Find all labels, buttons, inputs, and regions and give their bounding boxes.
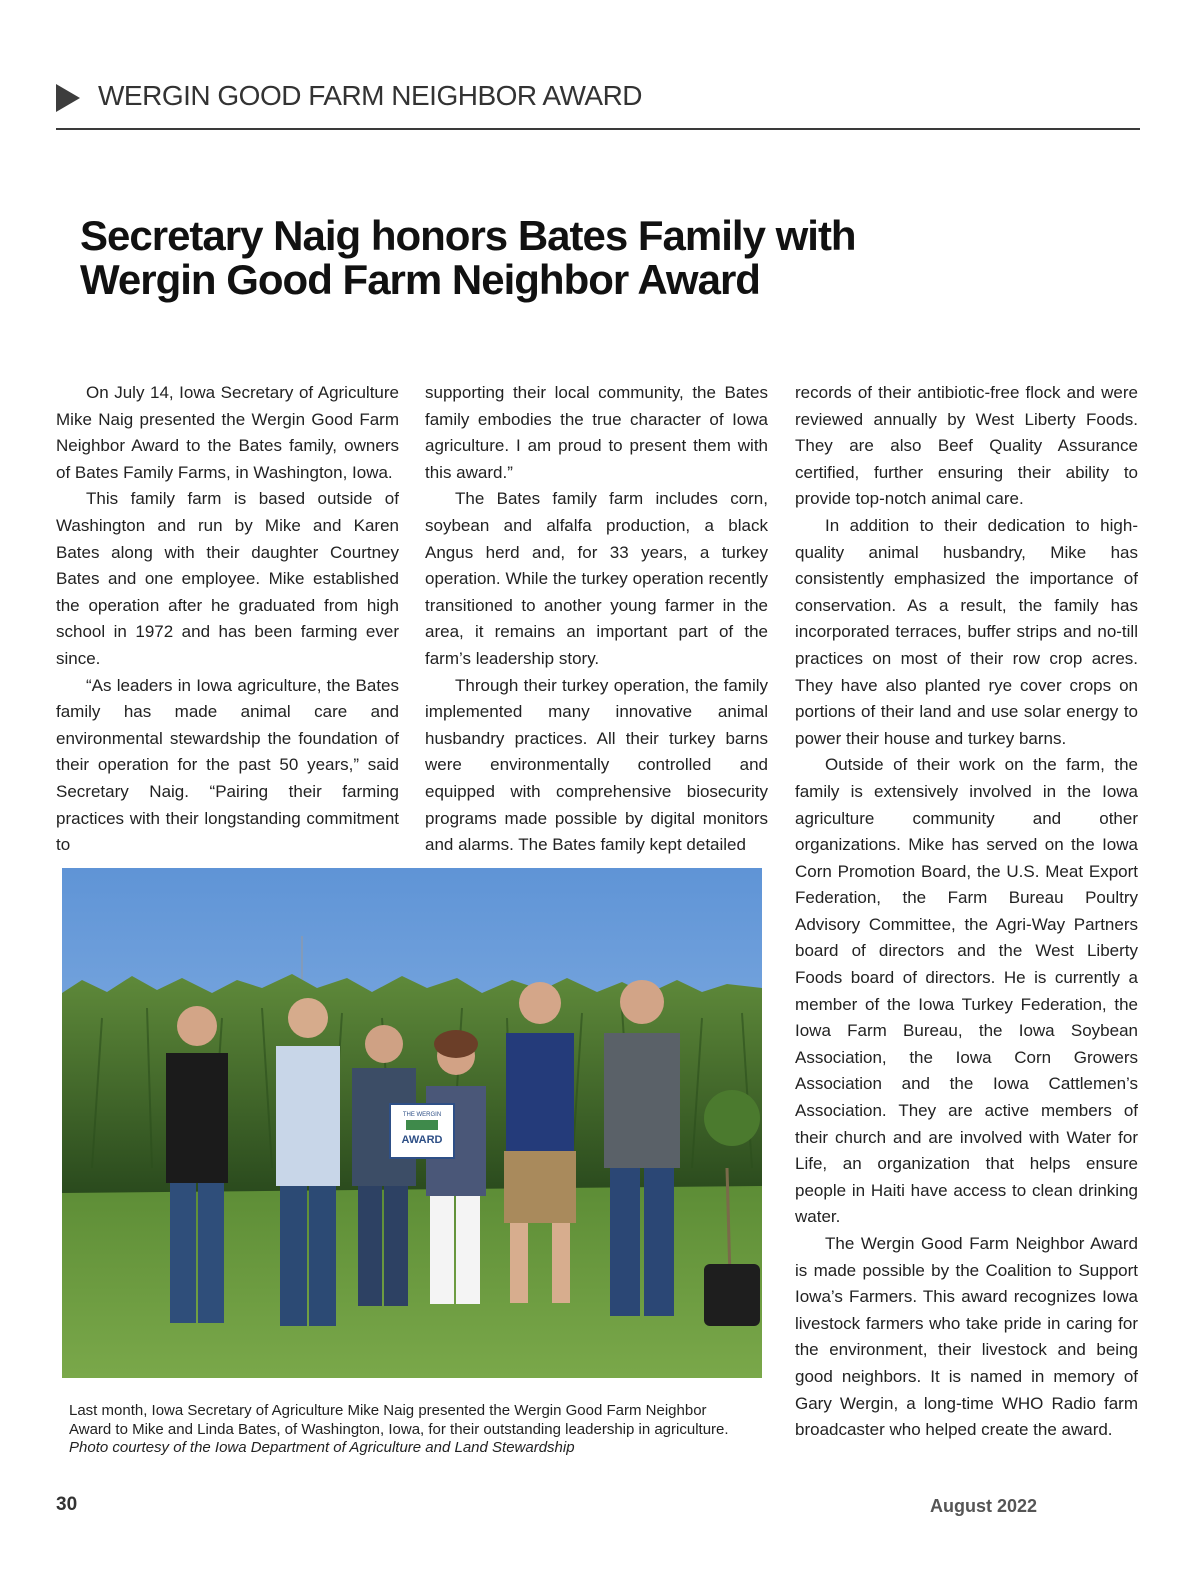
article-column-3 xyxy=(795,380,1138,1444)
headline-line-1: Secretary Naig honors Bates Family with xyxy=(80,212,856,259)
article-headline xyxy=(80,214,920,302)
photo-caption xyxy=(69,1402,771,1458)
paragraph: “As leaders in Iowa agriculture, the Bates family has made animal care and environmental stewardship the foundation of their operation for the past 50 years,” said Secretary Naig. “Pairing their farming practices with their longstanding commitment to xyxy=(56,675,399,855)
paragraph: The Bates family farm includes corn, soybean and alfalfa production, a black Angus herd and, for 33 years, a turkey operation. While the turkey operation recently transitioned to another young farmer in the area, it remains an important part of the farm’s leadership story. xyxy=(425,489,768,668)
headline-line-2: Wergin Good Farm Neighbor Award xyxy=(80,256,760,303)
paragraph: In addition to their dedication to high-quality animal husbandry, Mike has consistently emphasized the importance of conservation. As a result, the family has incorporated terraces, buffer strips and no-till practices on most of their row crop acres. They have also planted rye cover crops on portions of their land and use solar energy to power their house and turkey barns. xyxy=(795,515,1138,748)
paragraph: Through their turkey operation, the family implemented many innovative animal husbandry practices. All their turkey barns were environmentally controlled and equipped with comprehensive biosecurity programs made possible by digital monitors and alarms. The Bates family kept detailed xyxy=(425,675,768,855)
paragraph: The Wergin Good Farm Neighbor Award is made possible by the Coalition to Support Iowa’s Farmers. This award recognizes Iowa livestock farmers who take pride in caring for the environment, their livestock and being good neighbors. It is named in memory of Gary Wergin, a long-time WHO Radio farm broadcaster who helped create the award. xyxy=(795,1234,1138,1440)
section-header xyxy=(56,78,1140,130)
paragraph: records of their antibiotic-free flock and were reviewed annually by West Liberty Foods. They are also Beef Quality Assurance certified, further ensuring their ability to provide top-notch animal care. xyxy=(795,383,1138,509)
issue-date: August 2022 xyxy=(929,1496,1037,1516)
paragraph: On July 14, Iowa Secretary of Agriculture Mike Naig presented the Wergin Good Farm Neighbor Award to the Bates family, owners of Bates Family Farms, in Washington, Iowa. xyxy=(56,383,399,482)
photo-credit: Photo courtesy of the Iowa Department of Agriculture and Land Stewardship xyxy=(69,1439,575,1456)
award-photo xyxy=(62,868,762,1378)
article-column-1 xyxy=(56,380,399,859)
caption-line-1: Last month, Iowa Secretary of Agriculture Mike Naig presented the Wergin Good Farm Neighbor xyxy=(69,1402,707,1419)
paragraph: This family farm is based outside of Washington and run by Mike and Karen Bates along with their daughter Courtney Bates and one employee. Mike established the operation after he graduated from high school in 1972 and has been farming ever since. xyxy=(56,489,399,668)
section-title: WERGIN GOOD FARM NEIGHBOR AWARD xyxy=(98,80,643,111)
page-number: 30 xyxy=(56,1494,78,1515)
article-column-2 xyxy=(425,380,768,859)
paragraph: Outside of their work on the farm, the family is extensively involved in the Iowa agriculture community and other organizations. Mike has served on the Iowa Corn Promotion Board, the U.S. Meat Export Federation, the Farm Bureau Poultry Advisory Committee, the Agri-Way Partners board of directors and the West Liberty Foods board of directors. He is currently a member of the Iowa Turkey Federation, the Iowa Farm Bureau, the Iowa Soybean Association, the Iowa Corn Growers Association and the Iowa Cattlemen’s Association. They are active members of their church and are involved with Water for Life, an organization that helps ensure people in Haiti have access to clean drinking water. xyxy=(795,755,1138,1227)
award-sign xyxy=(390,1104,454,1158)
sign-top-text: THE WERGIN xyxy=(402,1112,442,1118)
caption-line-2: Award to Mike and Linda Bates, of Washington, Iowa, for their outstanding leadership in agriculture. xyxy=(69,1420,729,1438)
sign-main-text: AWARD xyxy=(401,1134,443,1146)
paragraph: supporting their local community, the Bates family embodies the true character of Iowa agriculture. I am proud to present them with this award.” xyxy=(425,383,768,482)
play-arrow-icon xyxy=(56,84,80,112)
